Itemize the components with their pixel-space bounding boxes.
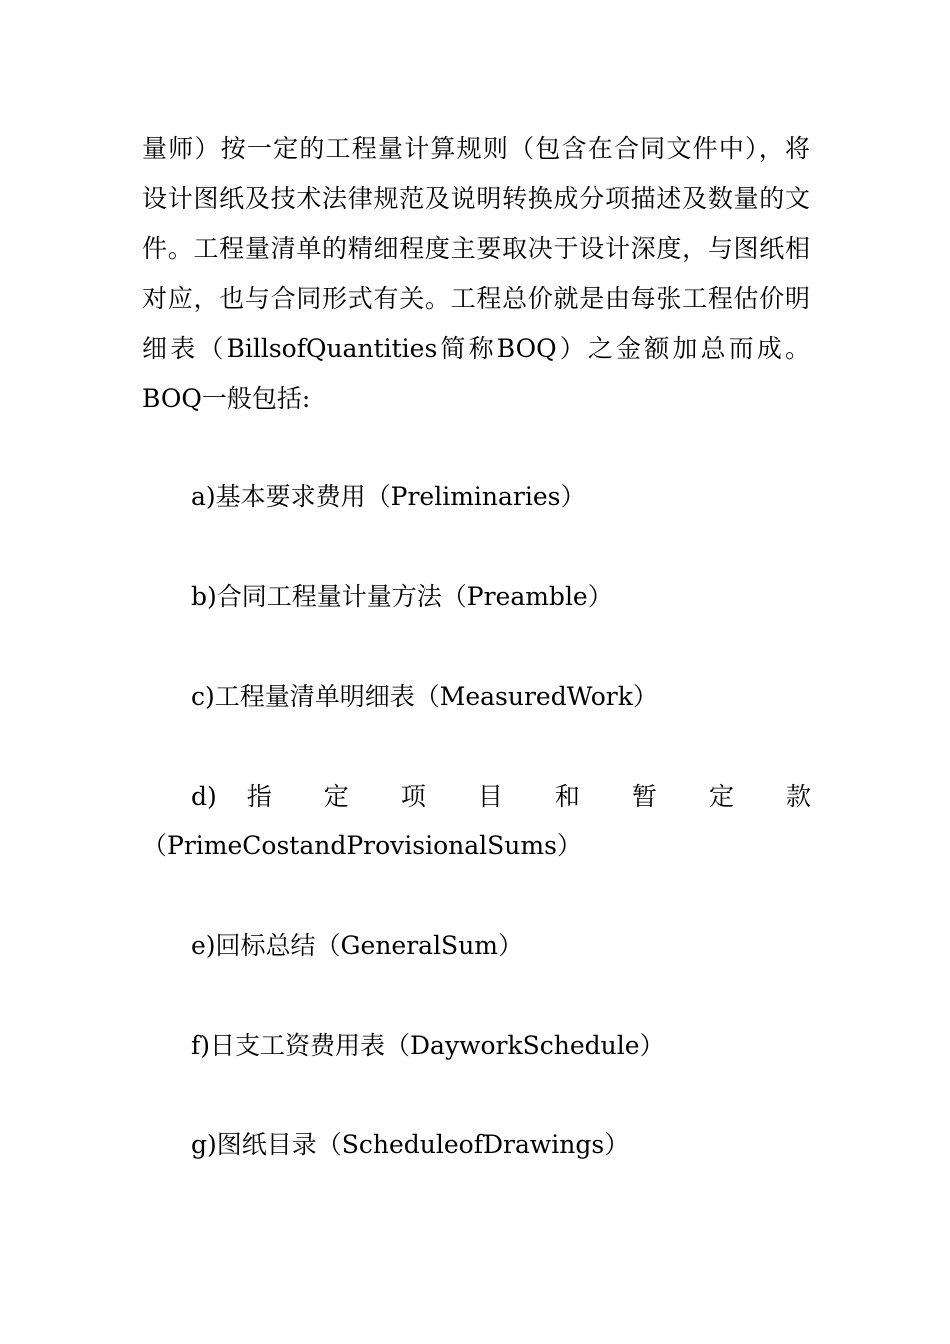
list-item-g: g)图纸目录（ScheduleofDrawings） bbox=[191, 1130, 630, 1159]
paragraph-line-1: 量师）按一定的工程量计算规则（包含在合同文件中），将 bbox=[142, 134, 810, 163]
list-item-f: f)日支工资费用表（DayworkSchedule） bbox=[191, 1031, 665, 1060]
list-item-c: c)工程量清单明细表（MeasuredWork） bbox=[191, 682, 658, 711]
paragraph-line-2: 设计图纸及技术法律规范及说明转换成分项描述及数量的文 bbox=[142, 184, 810, 213]
list-item-e: e)回标总结（GeneralSum） bbox=[191, 931, 523, 960]
list-item-d-line-1: d) 指 定 项 目 和 暂 定 款 bbox=[191, 782, 811, 811]
list-item-d-line-2: （PrimeCostandProvisionalSums） bbox=[142, 831, 582, 860]
paragraph-line-5: 细表（BillsofQuantities简称BOQ）之金额加总而成。 bbox=[142, 334, 810, 363]
paragraph-line-3: 件。工程量清单的精细程度主要取决于设计深度，与图纸相 bbox=[142, 234, 810, 263]
list-item-b: b)合同工程量计量方法（Preamble） bbox=[191, 582, 613, 611]
paragraph-line-6: BOQ一般包括: bbox=[142, 384, 311, 413]
list-item-a: a)基本要求费用（Preliminaries） bbox=[191, 482, 586, 511]
paragraph-line-4: 对应，也与合同形式有关。工程总价就是由每张工程估价明 bbox=[142, 284, 810, 313]
